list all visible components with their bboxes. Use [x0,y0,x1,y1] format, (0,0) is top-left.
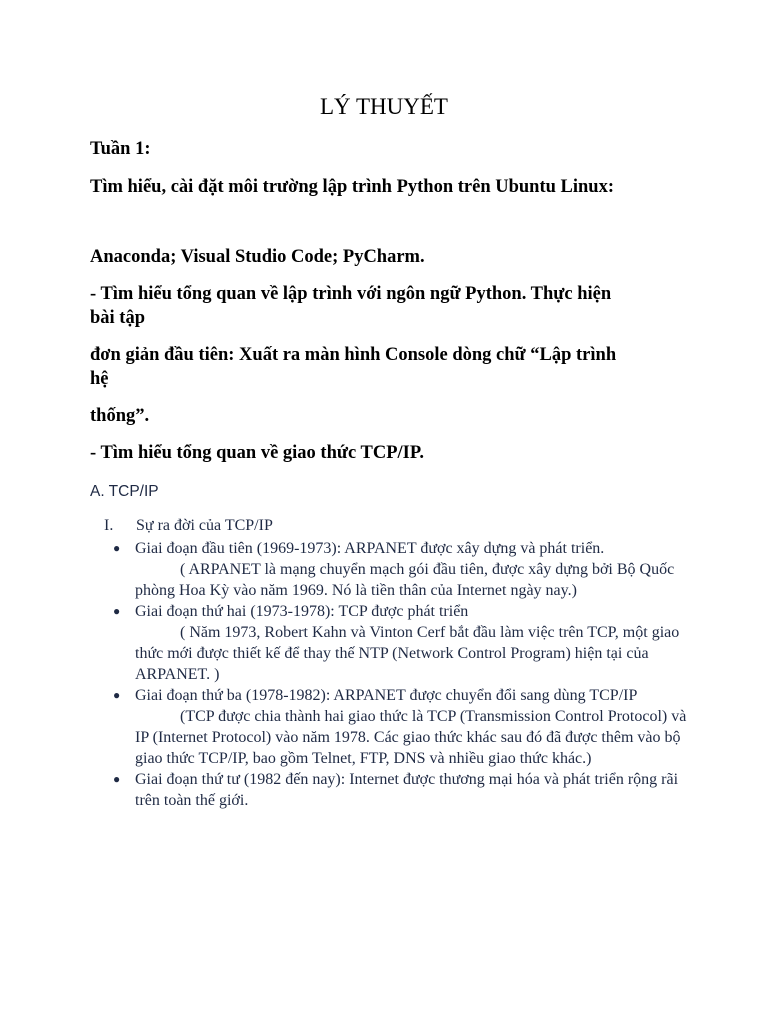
task-heading: Tìm hiểu, cài đặt môi trường lập trình Python trên Ubuntu Linux: [90,177,614,197]
bullet-head: Giai đoạn thứ hai (1973-1978): TCP được phát triển [135,603,469,620]
list-item [112,769,687,811]
section-label: A. TCP/IP [90,483,159,500]
bullet-detail-text: ( Năm 1973, Robert Kahn và Vinton Cerf bắt đầu làm việc trên TCP, một giao thức mới được thiết kế để thay thế NTP (Network Control Program) hiện tại của ARPANET. ) [135,624,680,683]
bullet-detail [135,622,687,685]
bullet-detail [135,559,687,601]
list-item [112,685,687,769]
bullet-detail-text: ( ARPANET là mạng chuyển mạch gói đầu tiên, được xây dựng bởi Bộ Quốc phòng Hoa Kỳ vào năm 1969. Nó là tiền thân của Internet ngày nay.) [135,561,675,599]
task2-line-1: - Tìm hiểu tổng quan về lập trình với ngôn ngữ Python. Thực hiện [90,284,612,304]
task2-line-4: hệ [90,369,109,389]
bullet-list [112,538,687,811]
task2-line-2: bài tập [90,308,146,328]
bullet-head: Giai đoạn đầu tiên (1969-1973): ARPANET được xây dựng và phát triển. [135,540,605,557]
bullet-detail [135,706,687,769]
week-label: Tuần 1: [90,139,151,159]
bullet-head: Giai đoạn thứ ba (1978-1982): ARPANET được chuyển đổi sang dùng TCP/IP [135,687,638,704]
bullet-head: Giai đoạn thứ tư (1982 đến nay): Internet được thương mại hóa và phát triển rộng rãi trên toàn thế giới. [135,771,679,809]
roman-title: Sự ra đời của TCP/IP [136,517,273,534]
task2-line-3: đơn giản đầu tiên: Xuất ra màn hình Console dòng chữ “Lập trình [90,345,617,365]
roman-heading [104,517,273,535]
tools-list: Anaconda; Visual Studio Code; PyCharm. [90,247,425,267]
bullet-icon: ● [113,772,121,786]
bullet-icon: ● [113,541,121,555]
bullet-icon: ● [113,688,121,702]
list-item [112,538,687,601]
bullet-icon: ● [113,604,121,618]
page-title: LÝ THUYẾT [320,94,448,119]
task2-line-5: thống”. [90,406,150,426]
task3-line: - Tìm hiểu tổng quan về giao thức TCP/IP. [90,443,425,463]
bullet-detail-text: (TCP được chia thành hai giao thức là TCP (Transmission Control Protocol) và IP (Internet Protocol) vào năm 1978. Các giao thức khác sau đó đã được thêm vào bộ giao thức TCP/IP, bao gồm Telnet, FTP, DNS và nhiều giao thức khác.) [135,708,687,767]
roman-number: I. [104,517,114,534]
list-item [112,601,687,685]
